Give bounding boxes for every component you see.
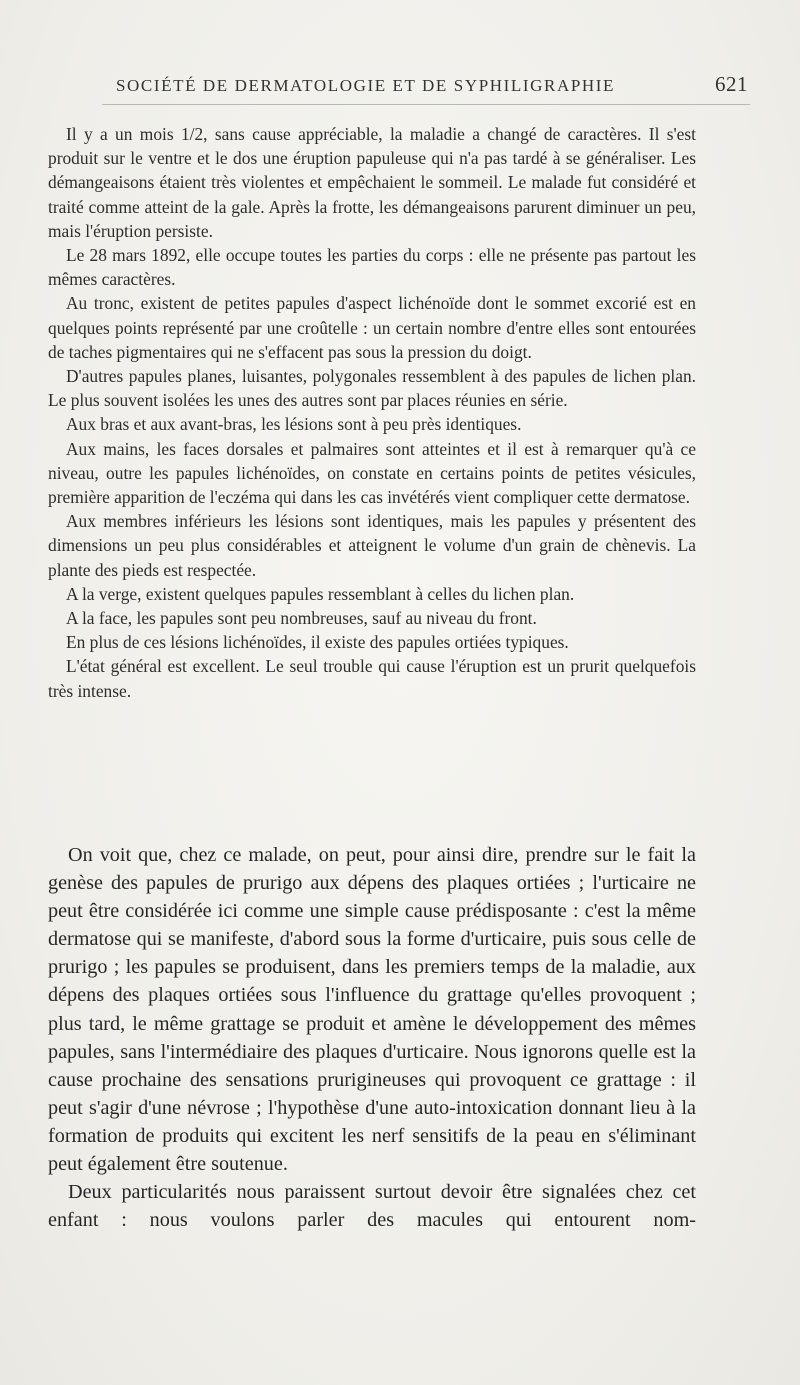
observation-paragraph: A la verge, existent quelques papules ressemblant à celles du lichen plan.	[66, 583, 575, 604]
running-head	[116, 72, 748, 102]
observation-paragraph: Aux membres inférieurs les lésions sont identiques, mais les papules y présentent des dimensions un peu plus considérables et atteignent le volume d'un grain de chènevis. La plante des pieds est respectée.	[48, 511, 696, 580]
observation-paragraph: Aux mains, les faces dorsales et palmaires sont atteintes et il est à remarquer qu'à ce niveau, outre les papules lichénoïdes, on constate en certains points de petites vésicules, première apparition de l'eczéma qui dans les cas invétérés vient compliquer cette dermatose.	[48, 438, 696, 508]
header-rule	[102, 104, 750, 105]
observation-paragraph: D'autres papules planes, luisantes, polygonales ressemblent à des papules de lichen plan. Le plus souvent isolées les unes des autres sont par places réunies en série.	[48, 366, 696, 411]
book-page	[48, 0, 758, 1385]
observation-paragraph: L'état général est excellent. Le seul trouble qui cause l'éruption est un prurit quelquefois très intense.	[48, 656, 696, 701]
observation-paragraph: Il y a un mois 1/2, sans cause appréciable, la maladie a changé de caractères. Il s'est produit sur le ventre et le dos une éruption papuleuse qui n'a pas tardé à se généraliser. Les démangeaisons étaient très violentes et empêchaient le sommeil. Le malade fut considéré et traité comme atteint de la gale. Après la frotte, les démangeaisons parurent diminuer un peu, mais l'éruption persiste.	[48, 124, 696, 241]
observation-paragraph: En plus de ces lésions lichénoïdes, il existe des papules ortiées typiques.	[66, 632, 569, 653]
observation-section	[48, 122, 696, 703]
discussion-section	[48, 841, 696, 1234]
observation-paragraph: Le 28 mars 1892, elle occupe toutes les parties du corps : elle ne présente pas partout les mêmes caractères.	[48, 245, 696, 290]
page-number: 621	[715, 72, 748, 96]
observation-paragraph: A la face, les papules sont peu nombreuses, sauf au niveau du front.	[66, 608, 537, 629]
observation-paragraph: Aux bras et aux avant-bras, les lésions sont à peu près identiques.	[66, 414, 522, 435]
running-head-title: SOCIÉTÉ DE DERMATOLOGIE ET DE SYPHILIGRAPHIE	[116, 76, 616, 95]
discussion-paragraph: Deux particularités nous paraissent surtout devoir être signalées chez cet enfant : nous voulons parler des macules qui entourent nom-	[48, 1181, 696, 1232]
discussion-paragraph: On voit que, chez ce malade, on peut, pour ainsi dire, prendre sur le fait la genèse des papules de prurigo aux dépens des plaques ortiées ; l'urticaire ne peut être considérée ici comme une simple cause prédisposante : c'est la même dermatose qui se manifeste, d'abord sous la forme d'urticaire, puis sous celle de prurigo ; les papules se produisent, dans les premiers temps de la maladie, aux dépens des plaques ortiées sous l'influence du grattage qu'elles provoquent ; plus tard, le même grattage se produit et amène le développement des mêmes papules, sans l'intermédiaire des plaques d'urticaire. Nous ignorons quelle est la cause prochaine des sensations prurigineuses qui provoquent ce grattage : il peut s'agir d'une névrose ; l'hypothèse d'une auto-intoxication donnant lieu à la formation de produits qui excitent les nerf sensitifs de la peau en s'éliminant peut également être soutenue.	[48, 844, 696, 1176]
observation-paragraph: Au tronc, existent de petites papules d'aspect lichénoïde dont le sommet excorié est en quelques points représenté par une croûtelle : un certain nombre d'entre elles sont entourées de taches pigmentaires qui ne s'effacent pas sous la pression du doigt.	[48, 293, 696, 362]
